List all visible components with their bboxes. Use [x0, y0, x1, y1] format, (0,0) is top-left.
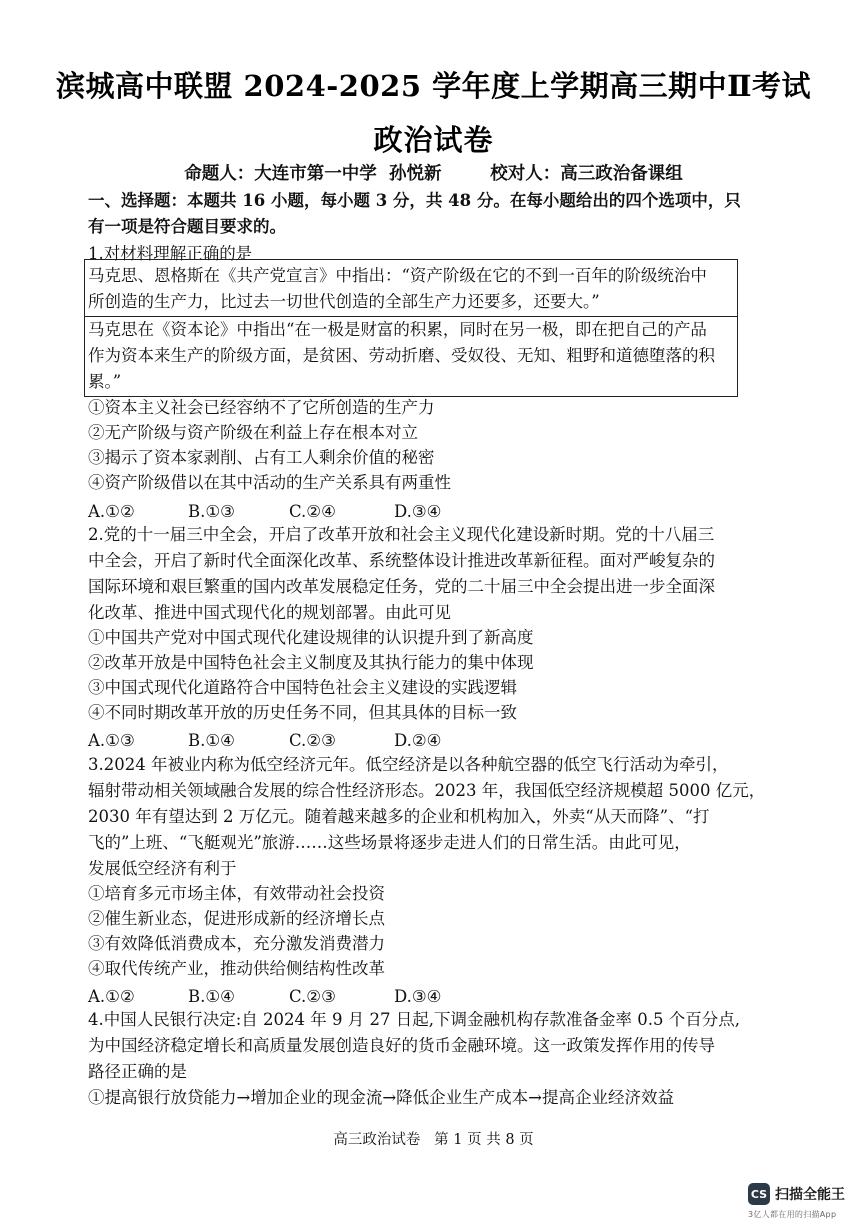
statement-item: ④资产阶级借以在其中活动的生产关系具有两重性 [88, 473, 451, 492]
material-line: 马克思在《资本论》中指出“在一极是财富的积累，同时在另一极，即在把自己的产品 [88, 320, 707, 339]
option-c[interactable]: C.②③ [289, 987, 336, 1006]
option-b[interactable]: B.①③ [188, 502, 235, 521]
question-4-stem: 为中国经济稳定增长和高质量发展创造良好的货币金融环境。这一政策发挥作用的传导 [88, 1036, 715, 1055]
question-3-stem: 辐射带动相关领域融合发展的综合性经济形态。2023 年，我国低空经济规模超 5000 亿元， [88, 781, 766, 800]
option-d[interactable]: D.③④ [394, 987, 442, 1006]
material-line: 作为资本来生产的阶级方面，是贫困、劳动折磨、受奴役、无知、粗野和道德堕落的积 [88, 346, 715, 365]
statement-item: ②催生新业态，促进形成新的经济增长点 [88, 909, 385, 928]
statement-item: ①培育多元市场主体，有效带动社会投资 [88, 884, 385, 903]
question-2-stem: 2.党的十一届三中全会，开启了改革开放和社会主义现代化建设新时期。党的十八届三 [88, 525, 715, 544]
statement-item: ①中国共产党对中国式现代化建设规律的认识提升到了新高度 [88, 628, 534, 647]
option-a[interactable]: A.①② [88, 502, 135, 521]
statement-item: ④不同时期改革开放的历史任务不同，但其具体的目标一致 [88, 703, 517, 722]
question-4-stem: 4.中国人民银行决定:自 2024 年 9 月 27 日起,下调金融机构存款准备金率 0.5 个百分点, [88, 1010, 740, 1029]
option-b[interactable]: B.①④ [188, 987, 235, 1006]
material-line: 马克思、恩格斯在《共产党宣言》中指出：“资产阶级在它的不到一百年的阶级统治中 [88, 266, 707, 285]
question-3-stem: 3.2024 年被业内称为低空经济元年。低空经济是以各种航空器的低空飞行活动为牵引， [88, 755, 729, 774]
question-3-stem: 飞的”上班、“飞艇观光”旅游……这些场景将逐步走进人们的日常生活。由此可见， [88, 833, 691, 852]
option-b[interactable]: B.①④ [188, 731, 235, 750]
statement-item: ③中国式现代化道路符合中国特色社会主义建设的实践逻辑 [88, 678, 517, 697]
statement-item: ③揭示了资本家剥削、占有工人剩余价值的秘密 [88, 448, 435, 467]
option-d[interactable]: D.③④ [394, 502, 442, 521]
option-a[interactable]: A.①② [88, 987, 135, 1006]
watermark-name: 扫描全能王 [775, 1187, 845, 1203]
question-2-stem: 化改革、推进中国式现代化的规划部署。由此可见 [88, 603, 451, 622]
option-c[interactable]: C.②③ [289, 731, 336, 750]
statement-item: ①资本主义社会已经容纳不了它所创造的生产力 [88, 398, 435, 417]
material-line: 所创造的生产力，比过去一切世代创造的全部生产力还要多，还要大。” [88, 292, 600, 311]
exam-title: 滨城高中联盟 2024-2025 学年度上学期高三期中Ⅱ考试 [55, 69, 812, 103]
page-footer: 高三政治试卷 第 1 页 共 8 页 [333, 1132, 534, 1148]
option-c[interactable]: C.②④ [289, 502, 336, 521]
watermark-tagline: 3亿人都在用的扫描App [748, 1210, 837, 1219]
question-2-stem: 国际环境和艰巨繁重的国内改革发展稳定任务，党的二十届三中全会提出进一步全面深 [88, 577, 715, 596]
statement-item: ③有效降低消费成本，充分激发消费潜力 [88, 934, 385, 953]
camscanner-logo-icon: CS [748, 1183, 770, 1205]
scanner-watermark [748, 1183, 845, 1205]
statement-item: ④取代传统产业，推动供给侧结构性改革 [88, 959, 385, 978]
statement-item: ②改革开放是中国特色社会主义制度及其执行能力的集中体现 [88, 653, 534, 672]
material-line: 累。” [88, 372, 122, 391]
subject-title: 政治试卷 [373, 123, 494, 157]
question-1-stem: 1.对材料理解正确的是 [88, 244, 253, 263]
question-4-stem: 路径正确的是 [88, 1062, 187, 1081]
question-3-stem: 发展低空经济有利于 [88, 859, 237, 878]
option-a[interactable]: A.①③ [88, 731, 135, 750]
section-intro-line: 一、选择题：本题共 16 小题，每小题 3 分，共 48 分。在每小题给出的四个选项中，只 [88, 191, 741, 210]
question-3-stem: 2030 年有望达到 2 万亿元。随着越来越多的企业和机构加入，外卖“从天而降”、“打 [88, 807, 710, 826]
section-intro-line: 有一项是符合题目要求的。 [88, 217, 286, 236]
statement-item: ①提高银行放贷能力→增加企业的现金流→降低企业生产成本→提高企业经济效益 [88, 1088, 674, 1107]
question-2-stem: 中全会，开启了新时代全面深化改革、系统整体设计推进改革新征程。面对严峻复杂的 [88, 551, 715, 570]
statement-item: ②无产阶级与资产阶级在利益上存在根本对立 [88, 423, 418, 442]
authors-line: 命题人：大连市第一中学 孙悦新 校对人：高三政治备课组 [184, 164, 683, 184]
option-d[interactable]: D.②④ [394, 731, 442, 750]
